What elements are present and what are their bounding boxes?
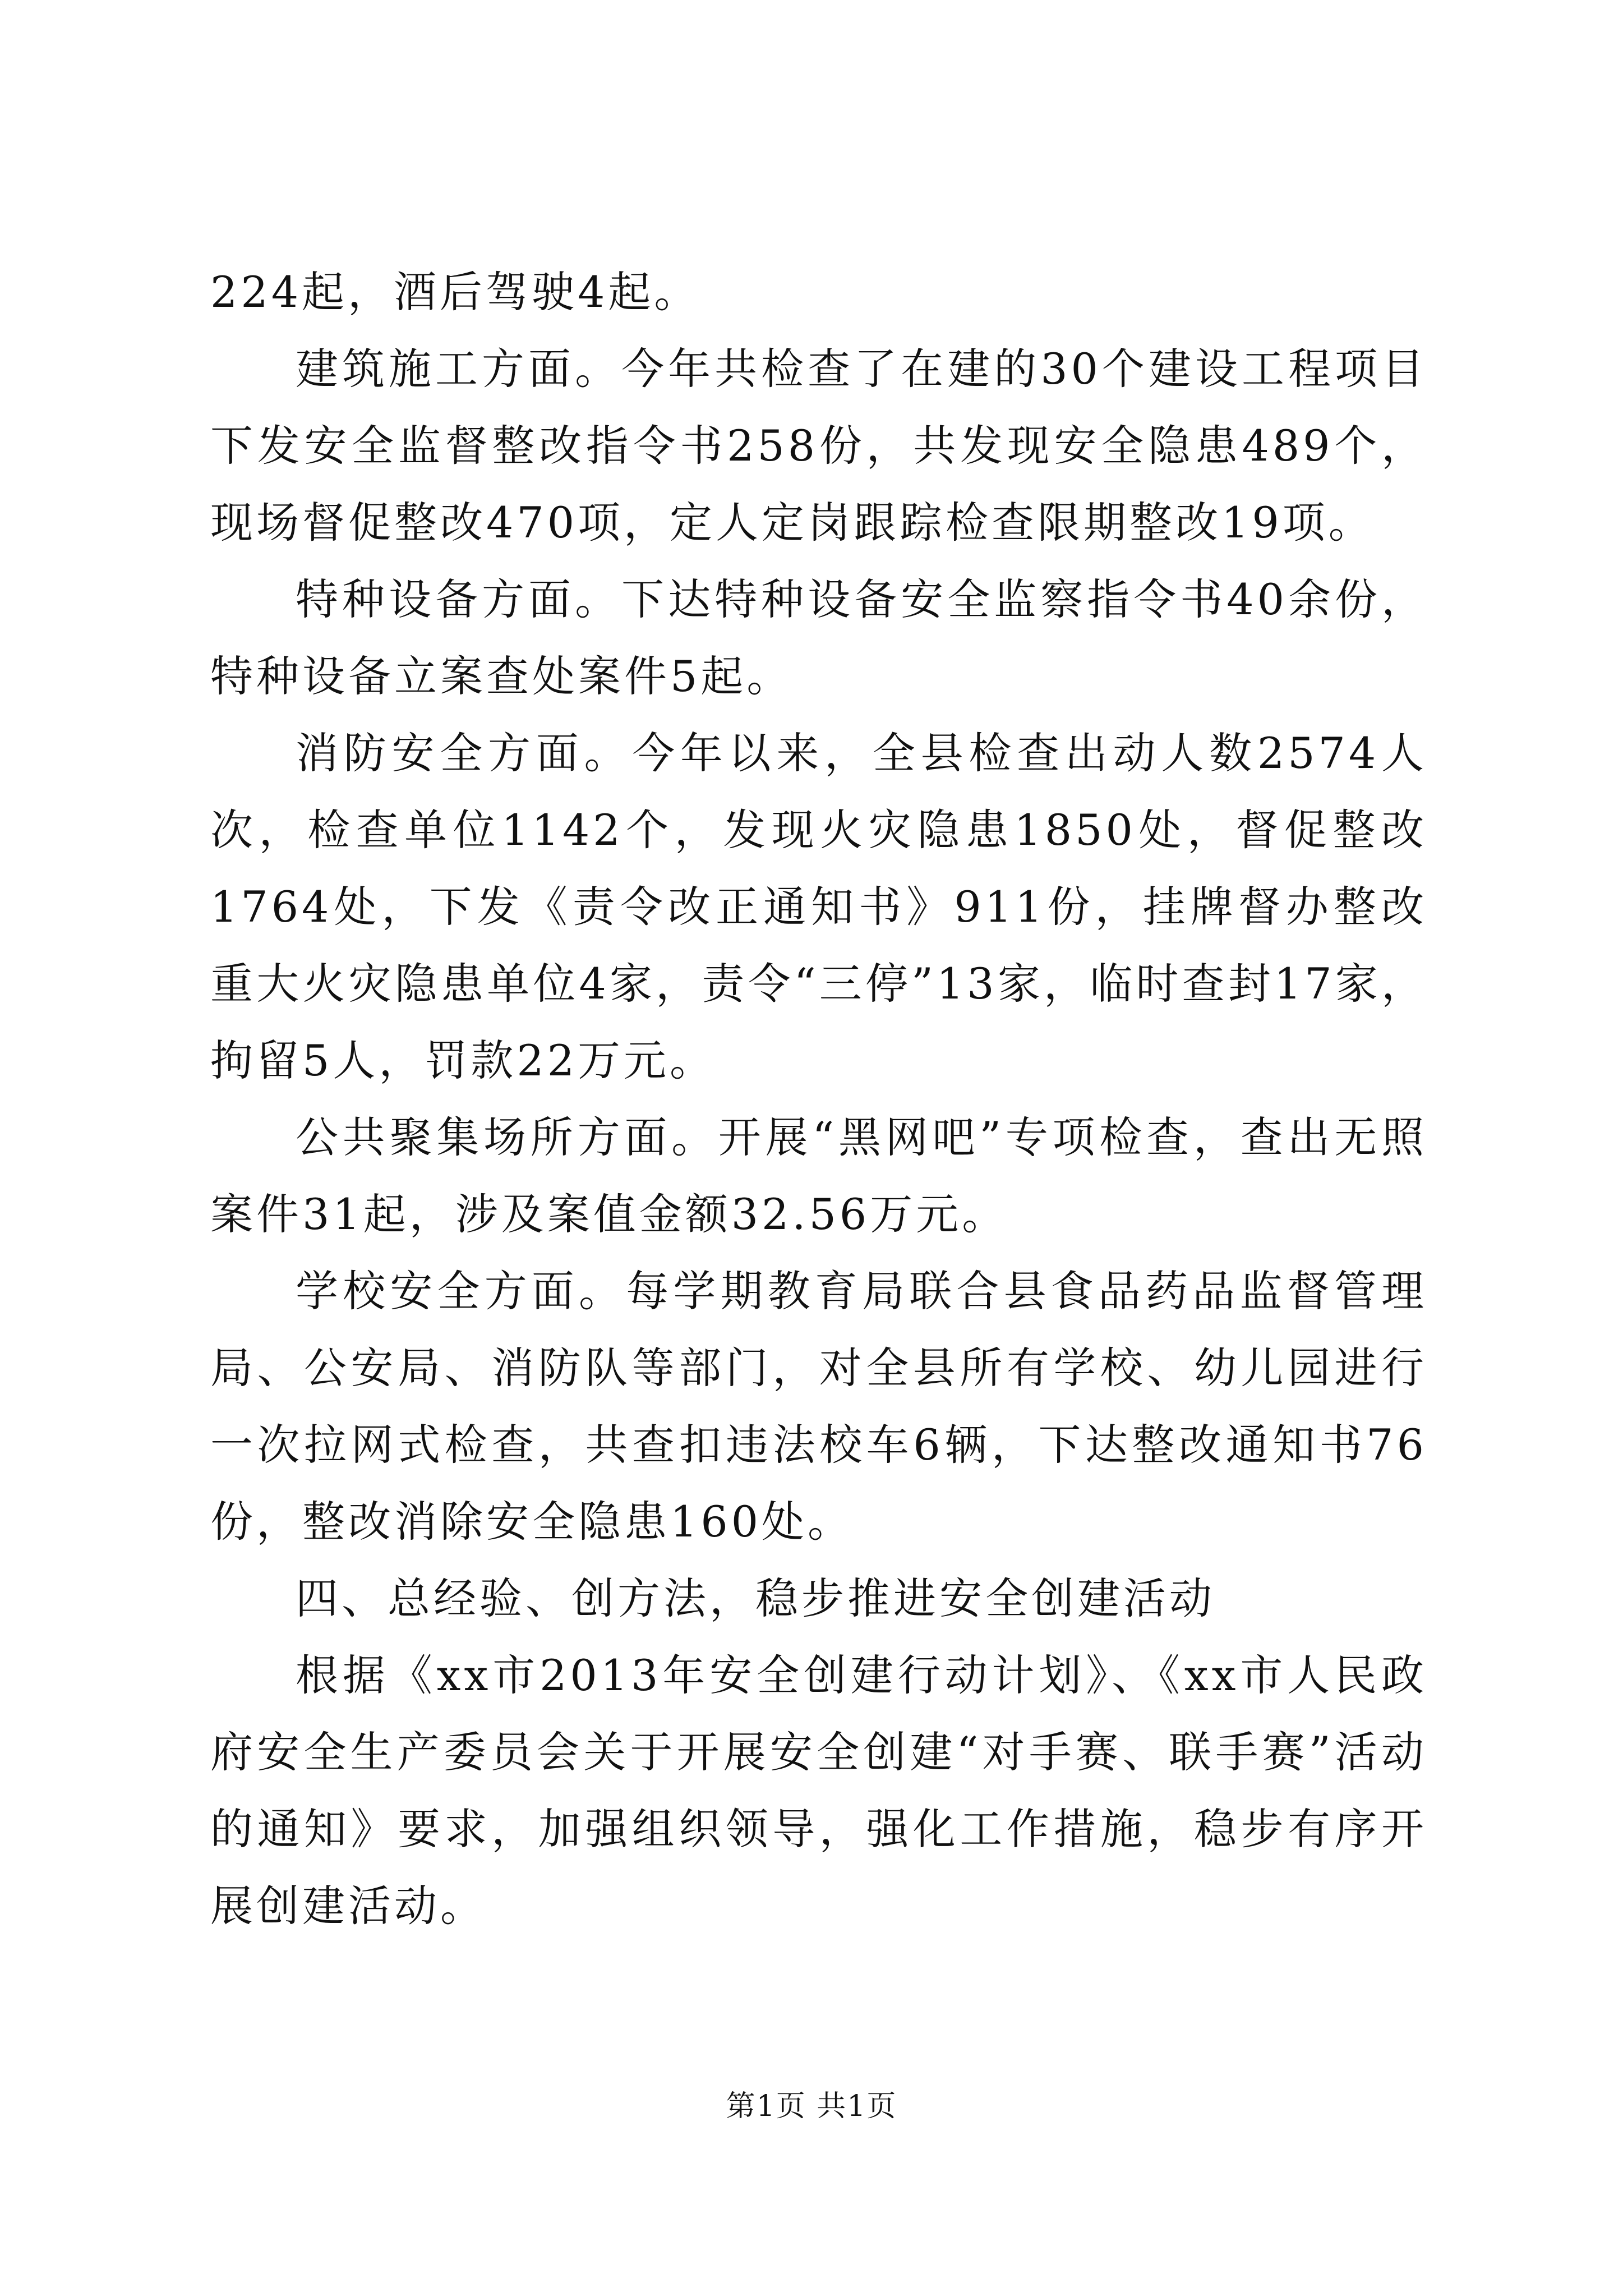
paragraph-school-safety: 学校安全方面。每学期教育局联合县食品药品监督管理局、公安局、消防队等部门，对全县所有学校、幼儿园进行一次拉网式检查，共查扣违法校车6辆，下达整改通知书76份，整改消除安全隐患160处。	[210, 1266, 1427, 1547]
paragraph-special-equipment: 特种设备方面。下达特种设备安全监察指令书40余份，特种设备立案查处案件5起。	[210, 574, 1427, 701]
paragraph-public-venues: 公共聚集场所方面。开展“黑网吧”专项检查，查出无照案件31起，涉及案值金额32.56万元。	[210, 1112, 1427, 1239]
page-footer: 第1页 共1页	[726, 2090, 897, 2123]
paragraph-fire-safety: 消防安全方面。今年以来，全县检查出动人数2574人次，检查单位1142个，发现火灾隐患1850处，督促整改1764处，下发《责令改正通知书》911份，挂牌督办整改重大火灾隐患单位4家，责令“三停”13家，临时查封17家，拘留5人，罚款22万元。	[210, 728, 1427, 1085]
paragraph-drunk-driving-continuation: 224起，酒后驾驶4起。	[210, 267, 700, 317]
section-heading-four: 四、总经验、创方法，稳步推进安全创建活动	[296, 1573, 1215, 1623]
document-body	[210, 254, 1427, 1944]
paragraph-safety-campaign: 根据《xx市2013年安全创建行动计划》、《xx市人民政府安全生产委员会关于开展安全创建“对手赛、联手赛”活动的通知》要求，加强组织领导，强化工作措施，稳步有序开展创建活动。	[210, 1650, 1427, 1931]
paragraph-construction: 建筑施工方面。今年共检查了在建的30个建设工程项目下发安全监督整改指令书258份，共发现安全隐患489个，现场督促整改470项，定人定岗跟踪检查限期整改19项。	[210, 344, 1427, 547]
